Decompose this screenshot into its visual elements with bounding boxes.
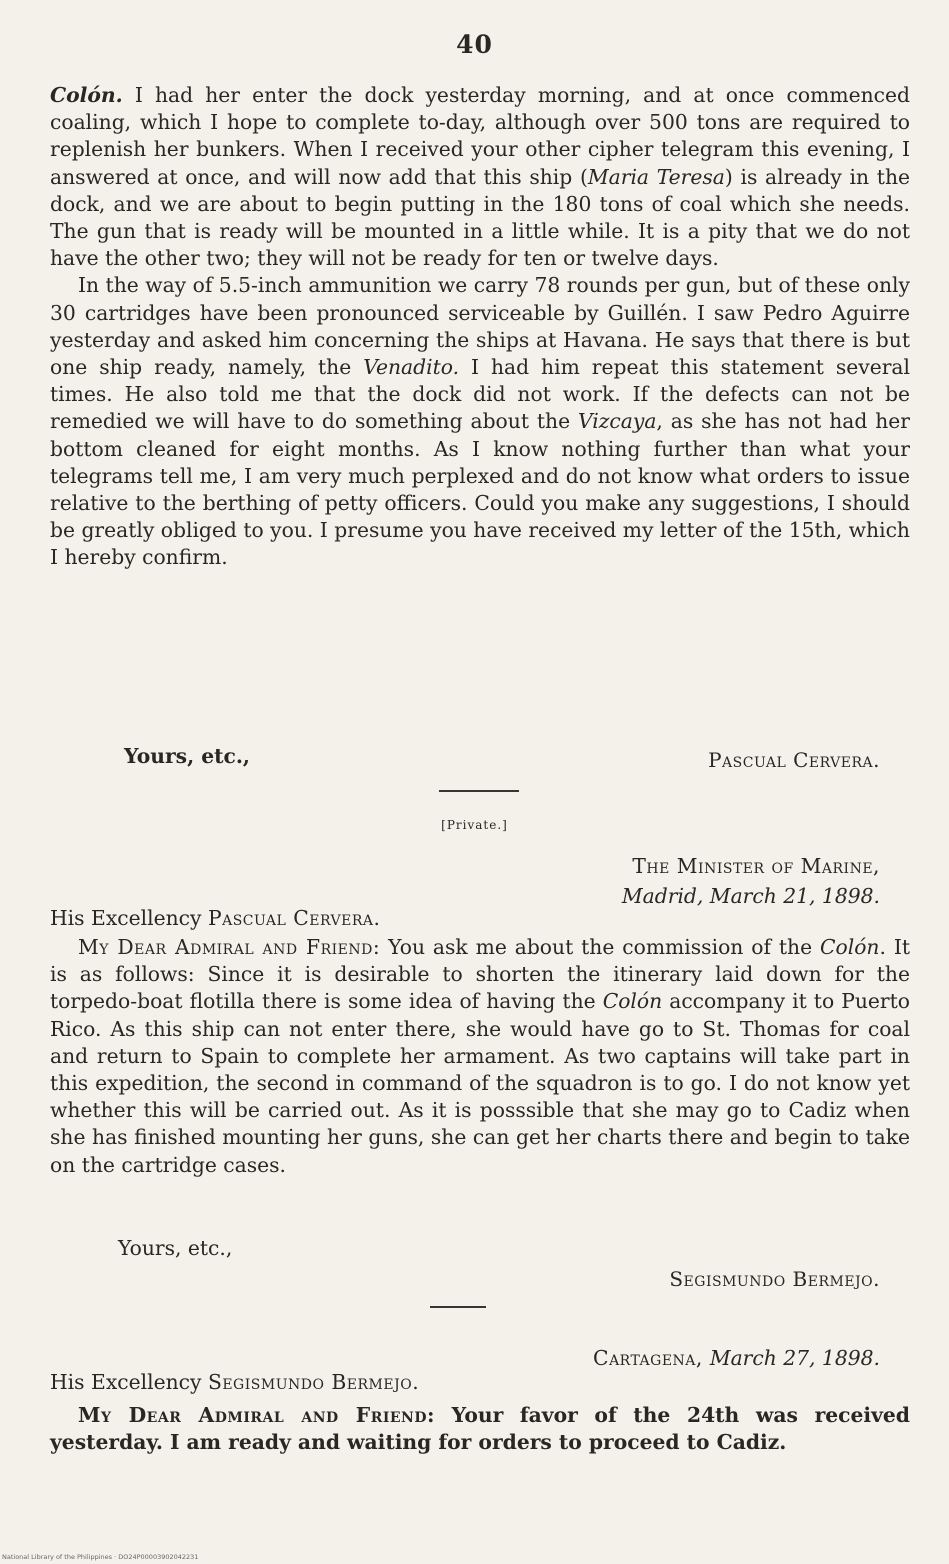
letter2-closing: Yours, etc., — [118, 1236, 233, 1260]
footer-watermark: National Library of the Philippines · DO24P00003902042231 — [2, 1553, 199, 1561]
letter3-addressee: His Excellency Segismundo Bermejo. — [50, 1370, 420, 1394]
letter2-salutation: My Dear Admiral and Friend: — [78, 935, 381, 959]
letter2-body: My Dear Admiral and Friend: You ask me about the commission of the Colón. It is as follows: Since it is desirable to shorten the itinerary laid down for the torpedo-boat flotilla there is some idea of having the Colón accompany it to Puerto Rico. As this ship can not enter there, she would have go to St. Thomas for coal and return to Spain to complete her armament. As two captains will take part in this expedition, the second in command of the squadron is to go. I do not know yet whether this will be carried out. As it is posssible that she may go to Cadiz when she has finished mounting her guns, she can get her charts there and begin to take on the cartridge cases. — [50, 935, 910, 1177]
letter2-private-label: [Private.] — [441, 818, 508, 832]
letter1-paragraph-2: In the way of 5.5-inch ammunition we carry 78 rounds per gun, but of these only 30 cartridges have been pronounced serviceable by Guillén. I saw Pedro Aguirre yesterday and asked him concerning the ships at Havana. He says that there is but one ship ready, namely, the Venadito. I had him repeat this statement several times. He also told me that the dock did not work. If the defects can not be remedied we will have to do something about the Vizcaya, as she has not had her bottom cleaned for eight months. As I know nothing further than what your telegrams tell me, I am very much perplexed and do not know what orders to issue relative to the berthing of petty officers. Could you make any suggestions, I should be greatly obliged to you. I presume you have received my letter of the 15th, which I hereby confirm. — [50, 273, 911, 570]
letter2-sender: The Minister of Marine, — [632, 854, 880, 878]
letter2-addressee: His Excellency Pascual Cervera. — [50, 906, 381, 930]
letter1-signature: Pascual Cervera. — [708, 748, 880, 772]
letter3-body: My Dear Admiral and Friend: Your favor of the 24th was received yesterday. I am ready and waiting for orders to proceed to Cadiz. — [50, 1403, 910, 1455]
letter1-body — [50, 82, 910, 572]
letter1-paragraph-1: Colón. I had her enter the dock yesterday morning, and at once commenced coaling, which I hope to complete to-day, although over 500 tons are required to replenish her bunkers. When I received your other cipher telegram this evening, I answered at once, and will now add that this ship (Maria Teresa) is already in the dock, and we are about to begin putting in the 180 tons of coal which she needs. The gun that is ready will be mounted in a little while. It is a pity that we do not have the other two; they will not be ready for ten or twelve days. — [50, 83, 911, 271]
letter2-place-date: Madrid, March 21, 1898. — [621, 884, 880, 908]
letter2-signature: Segismundo Bermejo. — [669, 1267, 880, 1291]
separator-rule-2 — [430, 1306, 486, 1308]
letter1-closing: Yours, etc., — [124, 744, 250, 768]
letter3-place-date: Cartagena, March 27, 1898. — [593, 1346, 880, 1370]
letter3-salutation: My Dear Admiral and Friend: — [78, 1403, 435, 1427]
page-number: 40 — [456, 30, 493, 59]
separator-rule — [439, 790, 519, 792]
